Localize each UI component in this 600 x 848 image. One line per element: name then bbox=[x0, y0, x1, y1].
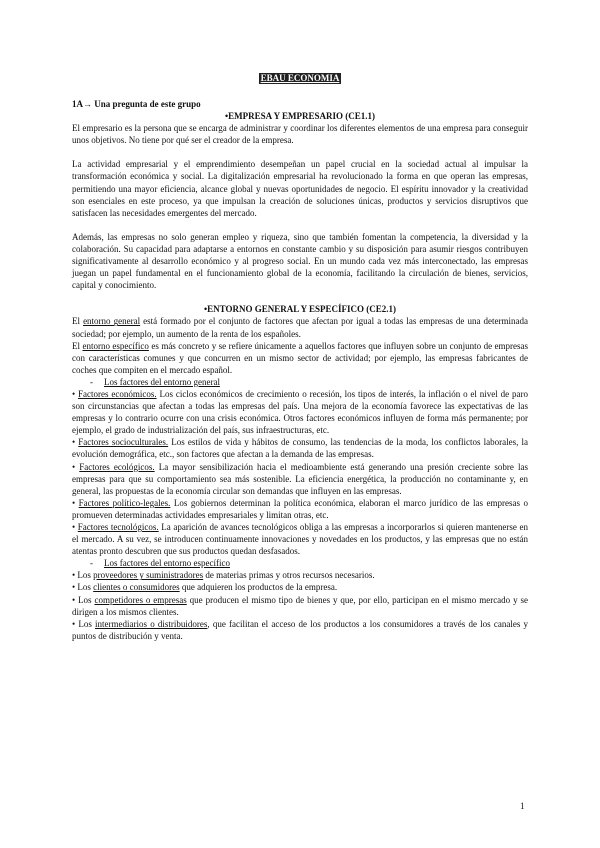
specific-factor-item bbox=[72, 569, 528, 581]
specific-factor-text: de materias primas y otros recursos necesarios. bbox=[203, 570, 375, 581]
general-factor-text: Los gobiernos determinan la política económica, elaboran el marco jurídico de las empresas o promueven determinadas actividades empresariales y limitan otras, etc. bbox=[72, 497, 528, 520]
text-fragment: es más concreto y se refiere únicamente a aquellos factores que influyen sobre un conjunto de empresas con características comunes y que concurren en un mismo sector de actividad; por ejemplo, las empresas fabricantes de coches que compiten en el mercado español. bbox=[72, 340, 529, 375]
paragraph-ademas: Además, las empresas no solo generan empleo y riqueza, sino que también fomentan la competencia, la diversidad y la colaboración. Su capacidad para adaptarse a entornos en constante cambio y su disposición para asumir riesgos contribuyen significativamente al desarrollo económico y al progreso social. En un mundo cada vez más interconectado, las empresas juegan un papel fundamental en el funcionamiento global de la economía, facilitando la circulación de bienes, servicios, capital y conocimiento. bbox=[72, 231, 528, 291]
paragraph-entorno-general bbox=[72, 315, 528, 339]
specific-factor-pre: Los bbox=[77, 582, 94, 593]
dash-marker: - bbox=[90, 376, 93, 387]
dash-marker: - bbox=[90, 558, 93, 569]
specific-factors-list bbox=[72, 569, 528, 642]
subheading-factores-general bbox=[72, 376, 528, 388]
specific-factor-item bbox=[72, 594, 528, 618]
specific-factor-term: competidores o empresas bbox=[94, 594, 187, 605]
bullet-marker: • bbox=[72, 582, 78, 593]
general-factor-item bbox=[72, 497, 528, 521]
general-factor-text: Los estilos de vida y hábitos de consumo, las tendencias de la moda, los conflictos laborales, la evolución demográfica, etc., son factores que afectan a la demanda de las empresas. bbox=[72, 437, 528, 460]
specific-factor-item bbox=[72, 581, 528, 593]
paragraph-entorno-especifico bbox=[72, 340, 528, 376]
general-factor-text: La mayor sensibilización hacia el medioambiente está generando una presión creciente sobre las empresas para que su comportamiento sea más sostenible. La eficiencia energética, la producción no contaminante y, en general, las propuestas de la economía circular son demandas que influyen en las empresas. bbox=[72, 461, 528, 496]
section-heading-entorno: •ENTORNO GENERAL Y ESPECÍFICO (CE2.1) bbox=[203, 304, 397, 315]
bullet-marker: • bbox=[72, 461, 80, 472]
general-factor-term: Factores político-legales. bbox=[78, 497, 171, 508]
group-heading: 1A→ Una pregunta de este grupo bbox=[72, 99, 201, 109]
paragraph-empresario: El empresario es la persona que se encarga de administrar y coordinar los diferentes elementos de una empresa para conseguir unos objetivos. No tiene por qué ser el creador de la empresa. bbox=[72, 123, 528, 146]
document-title-wrap bbox=[0, 72, 600, 84]
general-factor-term: Factores socioculturales. bbox=[78, 437, 169, 448]
section-heading-empresa: •EMPRESA Y EMPRESARIO (CE1.1) bbox=[225, 111, 375, 122]
general-factor-term: Factores ecológicos. bbox=[79, 461, 155, 472]
text-fragment: El bbox=[72, 340, 83, 351]
general-factor-term: Factores económicos. bbox=[78, 388, 157, 399]
specific-factor-pre: Los bbox=[78, 618, 96, 629]
document-body bbox=[72, 98, 528, 642]
general-factor-text: Los ciclos económicos de crecimiento o recesión, los tipos de interés, la inflación o el nivel de paro son circunstancias que afectan a todas las empresas del país. Una mejora de la economía favorece las expectativas de las empresas y lo contrario ocurre con una crisis económica. Otros factores económicos influyen de forma más permanente; por ejemplo, el grado de industrialización del país, sus infraestructuras, etc. bbox=[72, 388, 528, 436]
general-factor-item bbox=[72, 436, 528, 460]
document-title: EBAU ECONOMIA bbox=[260, 73, 340, 83]
specific-factor-term: clientes o consumidores bbox=[93, 582, 180, 593]
bullet-marker: • bbox=[72, 594, 79, 605]
general-factor-item bbox=[72, 521, 528, 557]
subheading-factores-especifico bbox=[72, 557, 528, 569]
bullet-marker: • bbox=[72, 522, 78, 532]
subheading-text: Los factores del entorno específico bbox=[104, 558, 230, 569]
specific-factor-item bbox=[72, 618, 528, 642]
general-factor-term: Factores tecnológicos. bbox=[77, 522, 159, 532]
paragraph-actividad-empresarial: La actividad empresarial y el emprendimiento desempeñan un papel crucial en la sociedad actual al impulsar la transformación económica y social. La digitalización empresarial ha revolucionado la forma en que operan las empresas, permitiendo una mayor eficiencia, alcance global y nuevas oportunidades de negocio. El espíritu innovador y la creatividad son esenciales en este proceso, ya que impulsan la creación de soluciones únicas, productos y servicios disruptivos que satisfacen las necesidades emergentes del mercado. bbox=[72, 159, 528, 218]
term-entorno-especifico: entorno específico bbox=[82, 340, 149, 351]
specific-factor-pre: Los bbox=[77, 570, 94, 581]
term-entorno-general: entorno general bbox=[83, 316, 141, 327]
specific-factor-pre: Los bbox=[78, 594, 95, 605]
general-factor-text: La aparición de avances tecnológicos obliga a las empresas a incorporarlos si quieren mantenerse en el mercado. A su vez, se introducen continuamente innovaciones y novedades en los productos, y las empresas que no están atentas pronto descubren que sus productos quedan desfasados. bbox=[72, 522, 529, 557]
general-factor-item bbox=[72, 388, 528, 436]
specific-factor-term: proveedores y suministradores bbox=[93, 570, 204, 581]
general-factor-item bbox=[72, 461, 528, 497]
general-factors-list bbox=[72, 388, 528, 557]
specific-factor-text: , que facilitan el acceso de los productos a los consumidores a través de los canales y puntos de distribución y venta. bbox=[72, 618, 529, 641]
text-fragment: El bbox=[72, 316, 84, 327]
bullet-marker: • bbox=[72, 437, 79, 448]
page-number: 1 bbox=[520, 801, 525, 811]
specific-factor-text: que adquieren los productos de la empresa. bbox=[179, 582, 338, 593]
bullet-marker: • bbox=[72, 497, 79, 508]
subheading-text: Los factores del entorno general bbox=[104, 376, 220, 387]
specific-factor-term: intermediarios o distribuidores bbox=[95, 618, 208, 629]
bullet-marker: • bbox=[72, 570, 78, 581]
bullet-marker: • bbox=[72, 618, 79, 629]
bullet-marker: • bbox=[72, 388, 79, 399]
text-fragment: está formado por el conjunto de factores que afectan por igual a todas las empresas de una determinada sociedad; por ejemplo, un aumento de la renta de los españoles. bbox=[72, 316, 529, 339]
specific-factor-text: que producen el mismo tipo de bienes y que, por ello, participan en el mismo mercado y se dirigen a los mismos clientes. bbox=[72, 594, 528, 617]
